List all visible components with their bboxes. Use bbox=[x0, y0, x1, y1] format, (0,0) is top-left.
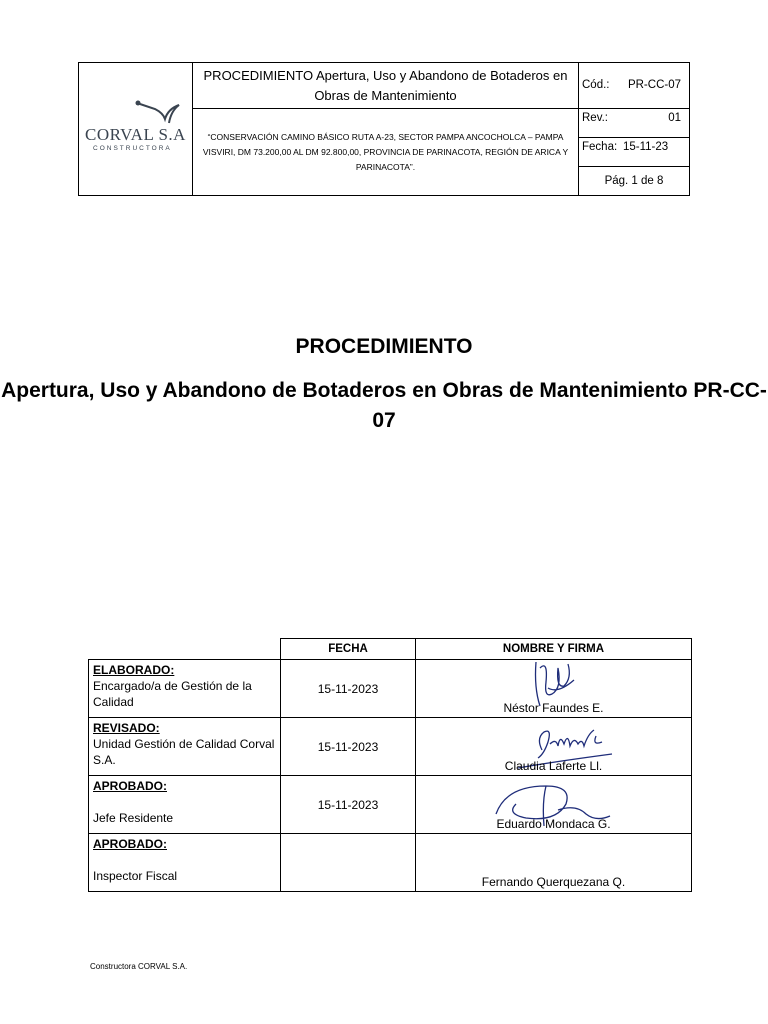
role-title: ELABORADO: bbox=[93, 663, 175, 677]
code-label: Cód.: bbox=[582, 79, 610, 91]
date-value: 15-11-23 bbox=[623, 141, 669, 154]
role-cell bbox=[89, 776, 281, 834]
column-header-date: FECHA bbox=[281, 639, 416, 660]
role-description: Unidad Gestión de Calidad Corval S.A. bbox=[93, 737, 275, 767]
sign-date: 15-11-2023 bbox=[281, 776, 416, 834]
blank-header-cell bbox=[89, 639, 281, 660]
code-value: PR-CC-07 bbox=[627, 79, 681, 91]
date-cell bbox=[579, 138, 690, 167]
table-row bbox=[89, 776, 692, 834]
role-title: REVISADO: bbox=[93, 721, 160, 735]
page-number: Pág. 1 de 8 bbox=[579, 167, 690, 196]
signature-cell bbox=[416, 834, 692, 892]
document-title: PROCEDIMIENTO bbox=[295, 335, 473, 358]
code-cell bbox=[579, 63, 690, 109]
revision-value: 01 bbox=[668, 112, 681, 125]
sign-date: 15-11-2023 bbox=[281, 660, 416, 718]
column-header-name: NOMBRE Y FIRMA bbox=[416, 639, 692, 660]
document-header bbox=[78, 62, 690, 196]
role-title: APROBADO: bbox=[93, 779, 167, 793]
signer-name: Eduardo Mondaca G. bbox=[496, 817, 611, 831]
sign-date bbox=[281, 834, 416, 892]
logo-swoosh-icon bbox=[135, 97, 185, 127]
role-title: APROBADO: bbox=[93, 837, 167, 851]
signer-name: Néstor Faundes E. bbox=[503, 701, 604, 715]
page-footer: Constructora CORVAL S.A. bbox=[90, 962, 188, 971]
header-title: PROCEDIMIENTO Apertura, Uso y Abandono de Botaderos en Obras de Mantenimiento bbox=[193, 63, 579, 109]
role-description: Encargado/a de Gestión de la Calidad bbox=[93, 679, 252, 709]
role-cell bbox=[89, 718, 281, 776]
project-description: “CONSERVACIÓN CAMINO BÁSICO RUTA A-23, SECTOR PAMPA ANCOCHOLCA – PAMPA VISVIRI, DM 73.200,00 AL DM 92.800,00, PROVINCIA DE PARINACOTA, REGIÓN DE ARICA Y PARINACOTA”. bbox=[193, 109, 579, 196]
role-cell bbox=[89, 660, 281, 718]
logo-cell bbox=[79, 63, 193, 196]
revision-cell bbox=[579, 109, 690, 138]
table-row bbox=[89, 660, 692, 718]
revision-label: Rev.: bbox=[582, 112, 608, 125]
role-cell bbox=[89, 834, 281, 892]
logo-subtitle: CONSTRUCTORA bbox=[93, 145, 172, 152]
approval-header-row bbox=[89, 639, 692, 660]
approval-table bbox=[88, 638, 692, 892]
role-description: Inspector Fiscal bbox=[93, 869, 178, 883]
logo-name: CORVAL S.A bbox=[85, 125, 186, 144]
signature-cell bbox=[416, 660, 692, 718]
signer-name: Claudia Laferte Ll. bbox=[504, 759, 603, 773]
sign-date: 15-11-2023 bbox=[281, 718, 416, 776]
role-description: Jefe Residente bbox=[93, 811, 174, 825]
table-row bbox=[89, 834, 692, 892]
signature-cell bbox=[416, 776, 692, 834]
date-label: Fecha: bbox=[582, 141, 618, 154]
signer-name: Fernando Querquezana Q. bbox=[481, 875, 626, 889]
table-row bbox=[89, 718, 692, 776]
document-subtitle: Apertura, Uso y Abandono de Botaderos en Obras de Mantenimiento PR-CC-07 bbox=[1, 379, 767, 432]
company-logo bbox=[85, 97, 189, 157]
signature-cell bbox=[416, 718, 692, 776]
